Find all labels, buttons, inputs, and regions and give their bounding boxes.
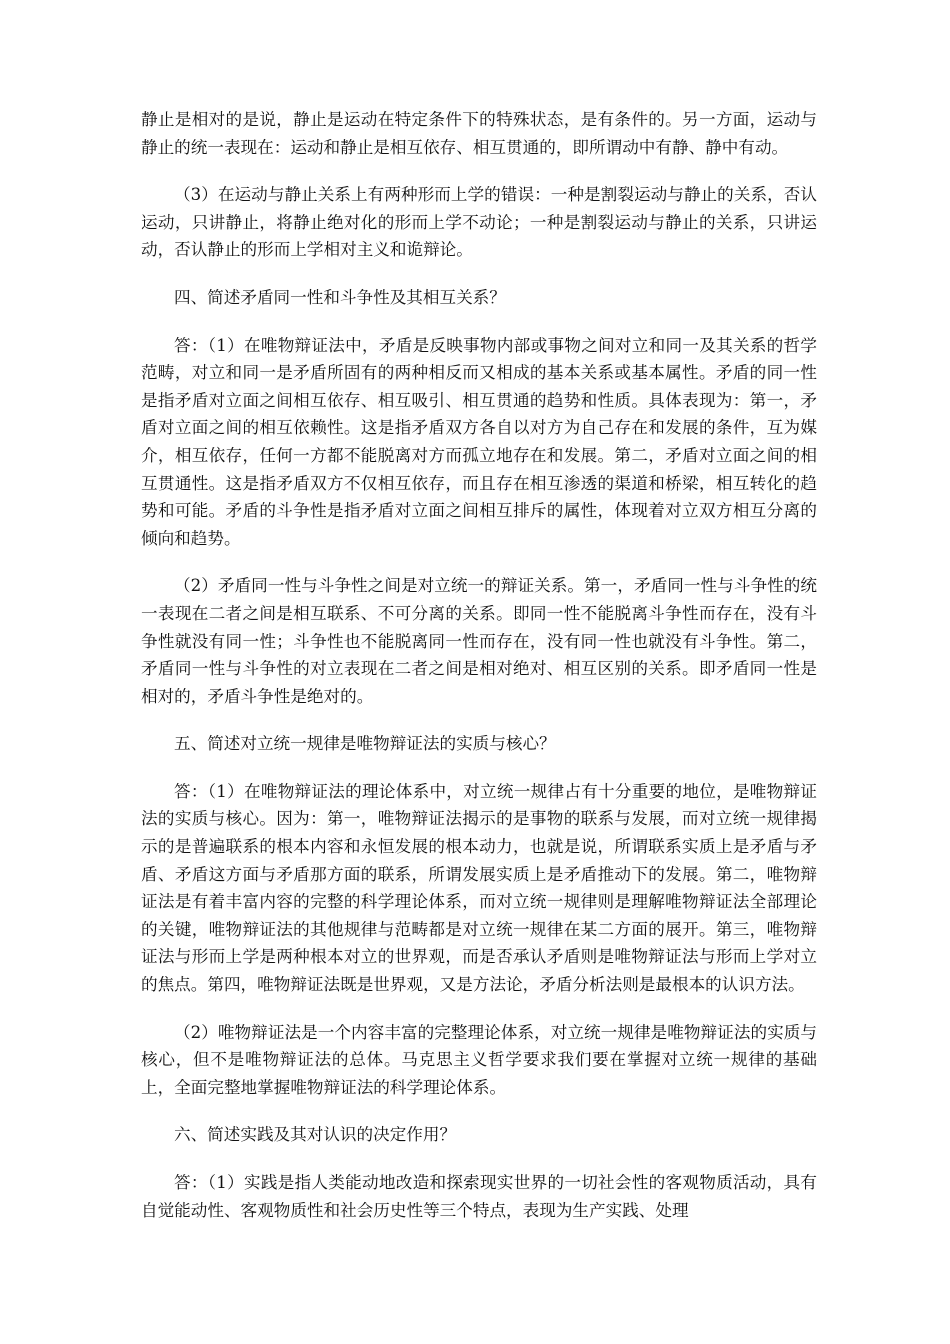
paragraph-identity-struggle-1: 答：（1）在唯物辩证法中，矛盾是反映事物内部或事物之间对立和同一及其关系的哲学范畴，对立和同一是矛盾所固有的两种相反而又相成的基本关系或基本属性。矛盾的同一性是指矛盾对立面之间相互依存、相互吸引、相互贯通的趋势和性质。具体表现为：第一，矛盾对立面之间的相互依赖性。这是指矛盾双方各自以对方为自己存在和发展的条件，互为媒介，相互依存，任何一方都不能脱离对方而孤立地存在和发展。第二，矛盾对立面之间的相互贯通性。这是指矛盾双方不仅相互依存，而且存在相互渗透的渠道和桥梁，相互转化的趋势和可能。矛盾的斗争性是指矛盾对立面之间相互排斥的属性，体现着对立双方相互分离的倾向和趋势。	[141, 335, 817, 548]
paragraph-unity-law-2: （2）唯物辩证法是一个内容丰富的完整理论体系，对立统一规律是唯物辩证法的实质与核心，但不是唯物辩证法的总体。马克思主义哲学要求我们要在掌握对立统一规律的基础上，全面完整地掌握唯物辩证法的科学理论体系。	[141, 1022, 817, 1097]
section-heading-5: 五、简述对立统一规律是唯物辩证法的实质与核心？	[174, 734, 556, 754]
paragraph-unity-law-1: 答：（1）在唯物辩证法的理论体系中，对立统一规律占有十分重要的地位，是唯物辩证法的实质与核心。因为：第一，唯物辩证法揭示的是事物的联系与发展，而对立统一规律揭示的是普遍联系的根本内容和永恒发展的根本动力，也就是说，所谓联系实质上是矛盾与矛盾、矛盾这方面与矛盾那方面的联系，所谓发展实质上是矛盾推动下的发展。第二，唯物辩证法是有着丰富内容的完整的科学理论体系，而对立统一规律则是理解唯物辩证法全部理论的关键，唯物辩证法的其他规律与范畴都是对立统一规律在某二方面的展开。第三，唯物辩证法与形而上学是两种根本对立的世界观，而是否承认矛盾则是唯物辩证法与形而上学对立的焦点。第四，唯物辩证法既是世界观，又是方法论，矛盾分析法则是最根本的认识方法。	[141, 781, 817, 995]
paragraph-practice-1: 答：（1）实践是指人类能动地改造和探索现实世界的一切社会性的客观物质活动，具有自觉能动性、客观物质性和社会历史性等三个特点，表现为生产实践、处理	[141, 1173, 817, 1220]
section-heading-4: 四、简述矛盾同一性和斗争性及其相互关系？	[174, 287, 506, 307]
section-heading-6: 六、简述实践及其对认识的决定作用？	[174, 1125, 457, 1145]
paragraph-static-relative: 静止是相对的是说，静止是运动在特定条件下的特殊状态，是有条件的。另一方面，运动与静止的统一表现在：运动和静止是相互依存、相互贯通的，即所谓动中有静、静中有动。	[141, 110, 817, 157]
paragraph-identity-struggle-2: （2）矛盾同一性与斗争性之间是对立统一的辩证关系。第一，矛盾同一性与斗争性的统一表现在二者之间是相互联系、不可分离的关系。即同一性不能脱离斗争性而存在，没有斗争性就没有同一性；斗争性也不能脱离同一性而存在，没有同一性也就没有斗争性。第二，矛盾同一性与斗争性的对立表现在二者之间是相对绝对、相互区别的关系。即矛盾同一性是相对的，矛盾斗争性是绝对的。	[141, 576, 817, 706]
paragraph-motion-rest-errors: （3）在运动与静止关系上有两种形而上学的错误：一种是割裂运动与静止的关系，否认运动，只讲静止，将静止绝对化的形而上学不动论；一种是割裂运动与静止的关系，只讲运动，否认静止的形而上学相对主义和诡辩论。	[141, 185, 817, 260]
document-body	[141, 106, 817, 1244]
